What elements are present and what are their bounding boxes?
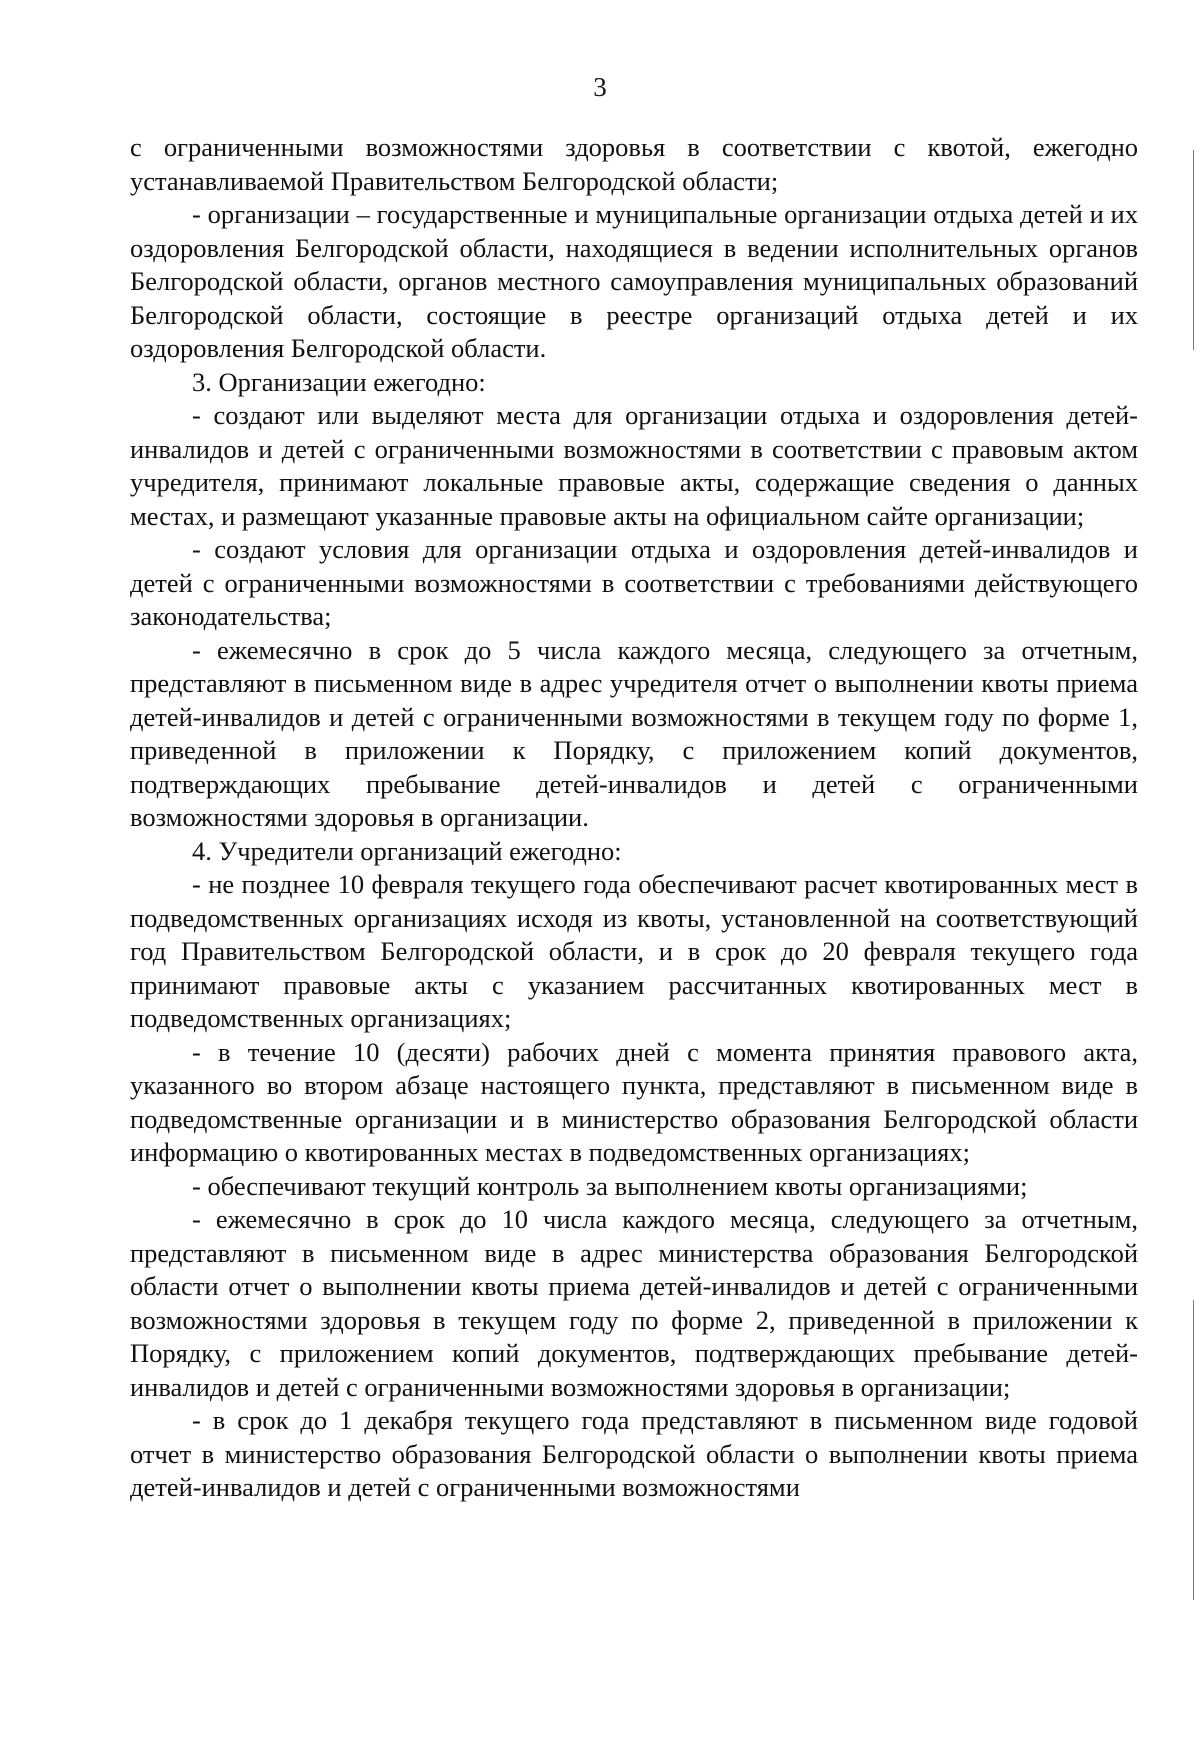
page-number: 3 bbox=[593, 72, 607, 102]
scan-edge-line bbox=[1193, 1300, 1194, 1600]
paragraph-section-4-heading: 4. Учредители организаций ежегодно: bbox=[192, 835, 622, 866]
paragraph-section-3-item-2: - создают условия для организации отдыха и оздоровления детей-инвалидов и детей с ограниченными возможностями в соответствии с требованиями действующего законодательства; bbox=[130, 534, 1138, 631]
paragraph-section-4-item-5: - в срок до 1 декабря текущего года представляют в письменном виде годовой отчет в министерство образования Белгородской области о выполнении квоты приема детей-инвалидов и детей с ограниченными возможностями bbox=[130, 1405, 1138, 1502]
document-body bbox=[130, 131, 1138, 1505]
paragraph-section-3-heading: 3. Организации ежегодно: bbox=[192, 366, 486, 397]
scan-edge-line bbox=[1193, 150, 1194, 350]
paragraph-section-4-item-1: - не позднее 10 февраля текущего года обеспечивают расчет квотированных мест в подведомственных организациях исходя из квоты, установленной на соответствующий год Правительством Белгородской области, и в срок до 20 февраля текущего года принимают правовые акты с указанием рассчитанных квотированных мест в подведомственных организациях; bbox=[130, 869, 1138, 1033]
paragraph-section-3-item-1: - создают или выделяют места для организации отдыха и оздоровления детей-инвалидов и детей с ограниченными возможностями в соответствии с правовым актом учредителя, принимают локальные правовые акты, содержащие сведения о данных местах, и размещают указанные правовые акты на официальном сайте организации; bbox=[130, 400, 1138, 531]
paragraph-section-4-item-2: - в течение 10 (десяти) рабочих дней с момента принятия правового акта, указанного во втором абзаце настоящего пункта, представляют в письменном виде в подведомственные организации и в министерство образования Белгородской области информацию о квотированных местах в подведомственных организациях; bbox=[130, 1036, 1138, 1167]
paragraph-continuation: с ограниченными возможностями здоровья в соответствии с квотой, ежегодно устанавливаемой Правительством Белгородской области; bbox=[130, 132, 1138, 196]
paragraph-section-3-item-3: - ежемесячно в срок до 5 числа каждого месяца, следующего за отчетным, представляют в письменном виде в адрес учредителя отчет о выполнении квоты приема детей-инвалидов и детей с ограниченными возможностями в текущем году по форме 1, приведенной в приложении к Порядку, с приложением копий документов, подтверждающих пребывание детей-инвалидов и детей с ограниченными возможностями здоровья в организации. bbox=[130, 634, 1138, 832]
paragraph-organizations-definition: - организации – государственные и муниципальные организации отдыха детей и их оздоровления Белгородской области, находящиеся в ведении исполнительных органов Белгородской области, органов местного самоуправления муниципальных образований Белгородской области, состоящие в реестре организаций отдыха детей и их оздоровления Белгородской области. bbox=[130, 199, 1138, 363]
paragraph-section-4-item-4: - ежемесячно в срок до 10 числа каждого месяца, следующего за отчетным, представляют в письменном виде в адрес министерства образования Белгородской области отчет о выполнении квоты приема детей-инвалидов и детей с ограниченными возможностями здоровья в текущем году по форме 2, приведенной в приложении к Порядку, с приложением копий документов, подтверждающих пребывание детей-инвалидов и детей с ограниченными возможностями здоровья в организации; bbox=[130, 1204, 1138, 1402]
paragraph-section-4-item-3: - обеспечивают текущий контроль за выполнением квоты организациями; bbox=[192, 1170, 1028, 1201]
